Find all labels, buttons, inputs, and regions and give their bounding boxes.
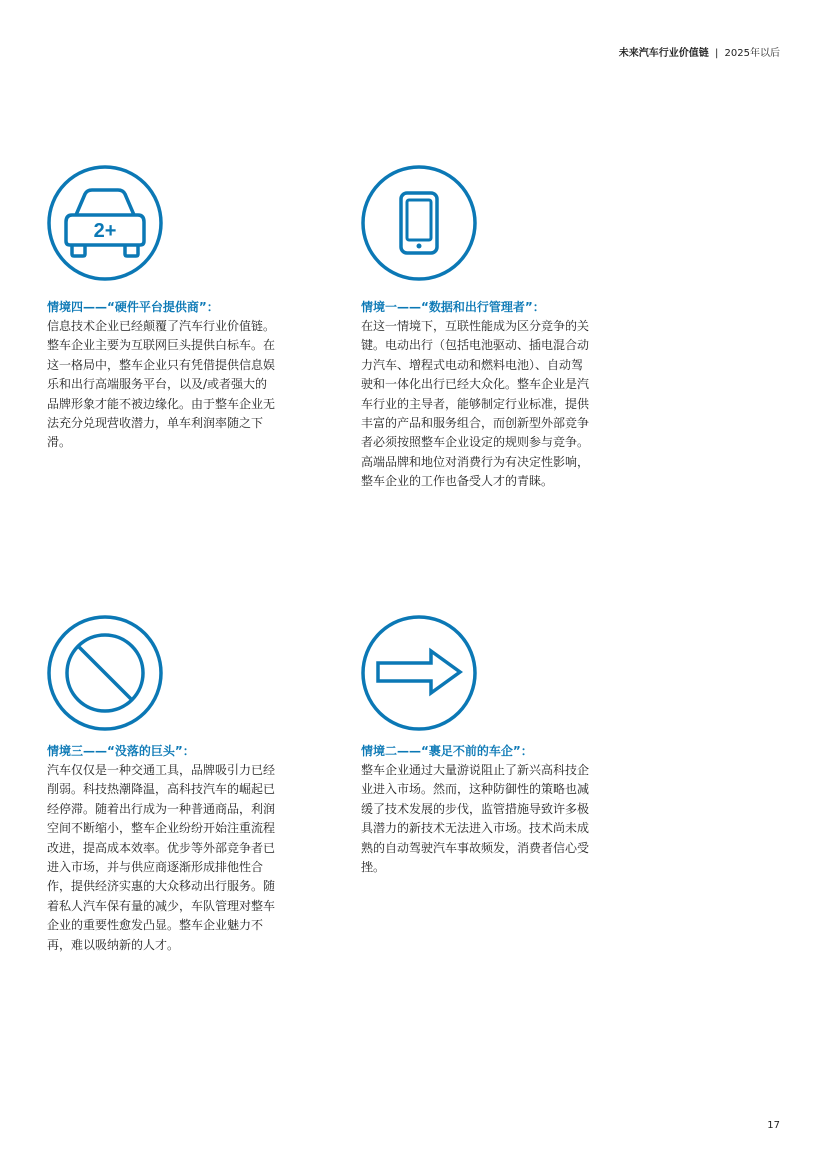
scenario-heading: 情境四——“硬件平台提供商”： <box>47 300 219 314</box>
scenario-heading: 情境一——“数据和出行管理者”： <box>361 300 545 314</box>
scenario-heading: 情境三——“没落的巨头”： <box>47 744 195 758</box>
car-badge-text: 2+ <box>93 220 117 242</box>
scenario-body: 汽车仅仅是一种交通工具，品牌吸引力已经削弱。科技热潮降温，高科技汽车的崛起已经停滞。随着出行成为一种普通商品，利润空间不断缩小，整车企业纷纷开始注重流程改进，提高成本效率。优步等外部竞争者已进入市场，并与供应商逐渐形成排他性合作，提供经济实惠的大众移动出行服务。随着私人汽车保有量的减少，车队管理对整车企业的重要性愈发凸显。整车企业魅力不再，难以吸纳新的人才。 <box>47 763 276 952</box>
scenario-card-3 <box>47 742 279 955</box>
scenario-card-1 <box>361 298 593 492</box>
page-number: 17 <box>767 1120 780 1131</box>
scenario-body: 信息技术企业已经颠覆了汽车行业价值链。整车企业主要为互联网巨头提供白标车。在这一格局中，整车企业只有凭借提供信息娱乐和出行高端服务平台，以及/或者强大的品牌形象才能不被边缘化。由于整车企业无法充分兑现营收潜力，单车利润率随之下滑。 <box>47 319 276 450</box>
header-separator: | <box>714 48 719 59</box>
scenario-body: 在这一情境下，互联性能成为区分竞争的关键。电动出行（包括电池驱动、插电混合动力汽车、增程式电动和燃料电池）、自动驾驶和一体化出行已经大众化。整车企业是汽车行业的主导者，能够制定行业标准，提供丰富的产品和服务组合，而创新型外部竞争者必须按照整车企业设定的规则参与竞争。高端品牌和地位对消费行为有决定性影响，整车企业的工作也备受人才的青睐。 <box>361 319 590 489</box>
car-2plus-icon <box>47 165 163 281</box>
report-title: 未来汽车行业价值链 <box>618 48 709 59</box>
running-header <box>619 44 780 59</box>
scenario-card-2 <box>361 742 593 877</box>
smartphone-icon <box>361 165 477 281</box>
scenario-card-4 <box>47 298 279 453</box>
scenario-body: 整车企业通过大量游说阻止了新兴高科技企业进入市场。然而，这种防御性的策略也减缓了技术发展的步伐，监管措施导致许多极具潜力的新技术无法进入市场。技术尚未成熟的自动驾驶汽车事故频发，消费者信心受挫。 <box>361 763 590 875</box>
report-subtitle: 2025年以后 <box>724 48 780 59</box>
prohibited-icon <box>47 615 163 731</box>
scenario-heading: 情境二——“裹足不前的车企”： <box>361 744 533 758</box>
arrow-right-icon <box>361 615 477 731</box>
